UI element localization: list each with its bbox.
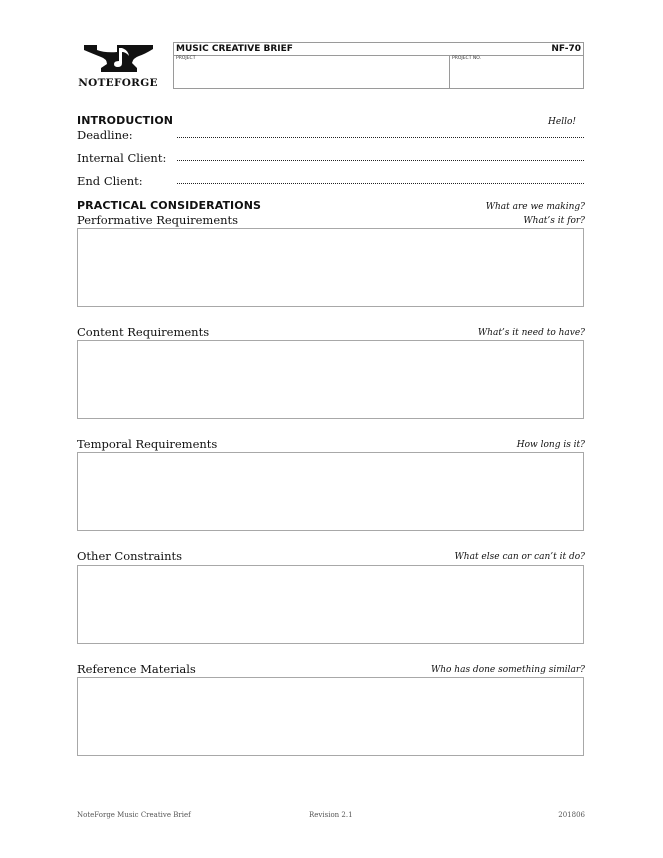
internal-client-label: Internal Client:: [77, 151, 167, 165]
deadline-field[interactable]: [177, 137, 584, 138]
end-client-field[interactable]: [177, 183, 584, 184]
logo-text: NOTEFORGE: [78, 77, 158, 89]
form-code: NF-70: [551, 44, 581, 54]
practical-considerations-heading: PRACTICAL CONSIDERATIONS: [77, 199, 262, 212]
project-field[interactable]: [174, 55, 447, 88]
footer-date-code: 201806: [558, 811, 585, 819]
performative-requirements-box[interactable]: [77, 228, 584, 307]
form-title: MUSIC CREATIVE BRIEF: [176, 44, 293, 54]
end-client-label: End Client:: [77, 174, 143, 188]
other-constraints-hint: What else can or can’t it do?: [454, 552, 585, 562]
performative-requirements-label: Performative Requirements: [77, 213, 239, 227]
project-field-label: PROJECT: [176, 56, 196, 61]
temporal-requirements-hint: How long is it?: [516, 440, 585, 450]
temporal-requirements-box[interactable]: [77, 452, 584, 531]
content-requirements-box[interactable]: [77, 340, 584, 419]
reference-materials-box[interactable]: [77, 677, 584, 756]
project-no-field-label: PROJECT NO.: [452, 56, 482, 61]
deadline-label: Deadline:: [77, 128, 133, 142]
practical-considerations-hint: What are we making?: [485, 202, 585, 212]
other-constraints-label: Other Constraints: [77, 549, 183, 563]
content-requirements-label: Content Requirements: [77, 325, 210, 339]
introduction-hint: Hello!: [548, 117, 576, 127]
noteforge-logo: [77, 42, 159, 92]
reference-materials-label: Reference Materials: [77, 662, 196, 676]
anvil-icon: [77, 42, 159, 76]
content-requirements-hint: What’s it need to have?: [477, 328, 585, 338]
reference-materials-hint: Who has done something similar?: [430, 665, 585, 675]
introduction-heading: INTRODUCTION: [77, 114, 174, 127]
footer-revision: Revision 2.1: [309, 811, 353, 819]
performative-requirements-hint: What’s it for?: [523, 216, 585, 226]
internal-client-field[interactable]: [177, 160, 584, 161]
project-no-field[interactable]: [450, 55, 583, 88]
other-constraints-box[interactable]: [77, 565, 584, 644]
temporal-requirements-label: Temporal Requirements: [77, 437, 218, 451]
footer-document-name: NoteForge Music Creative Brief: [77, 811, 191, 819]
